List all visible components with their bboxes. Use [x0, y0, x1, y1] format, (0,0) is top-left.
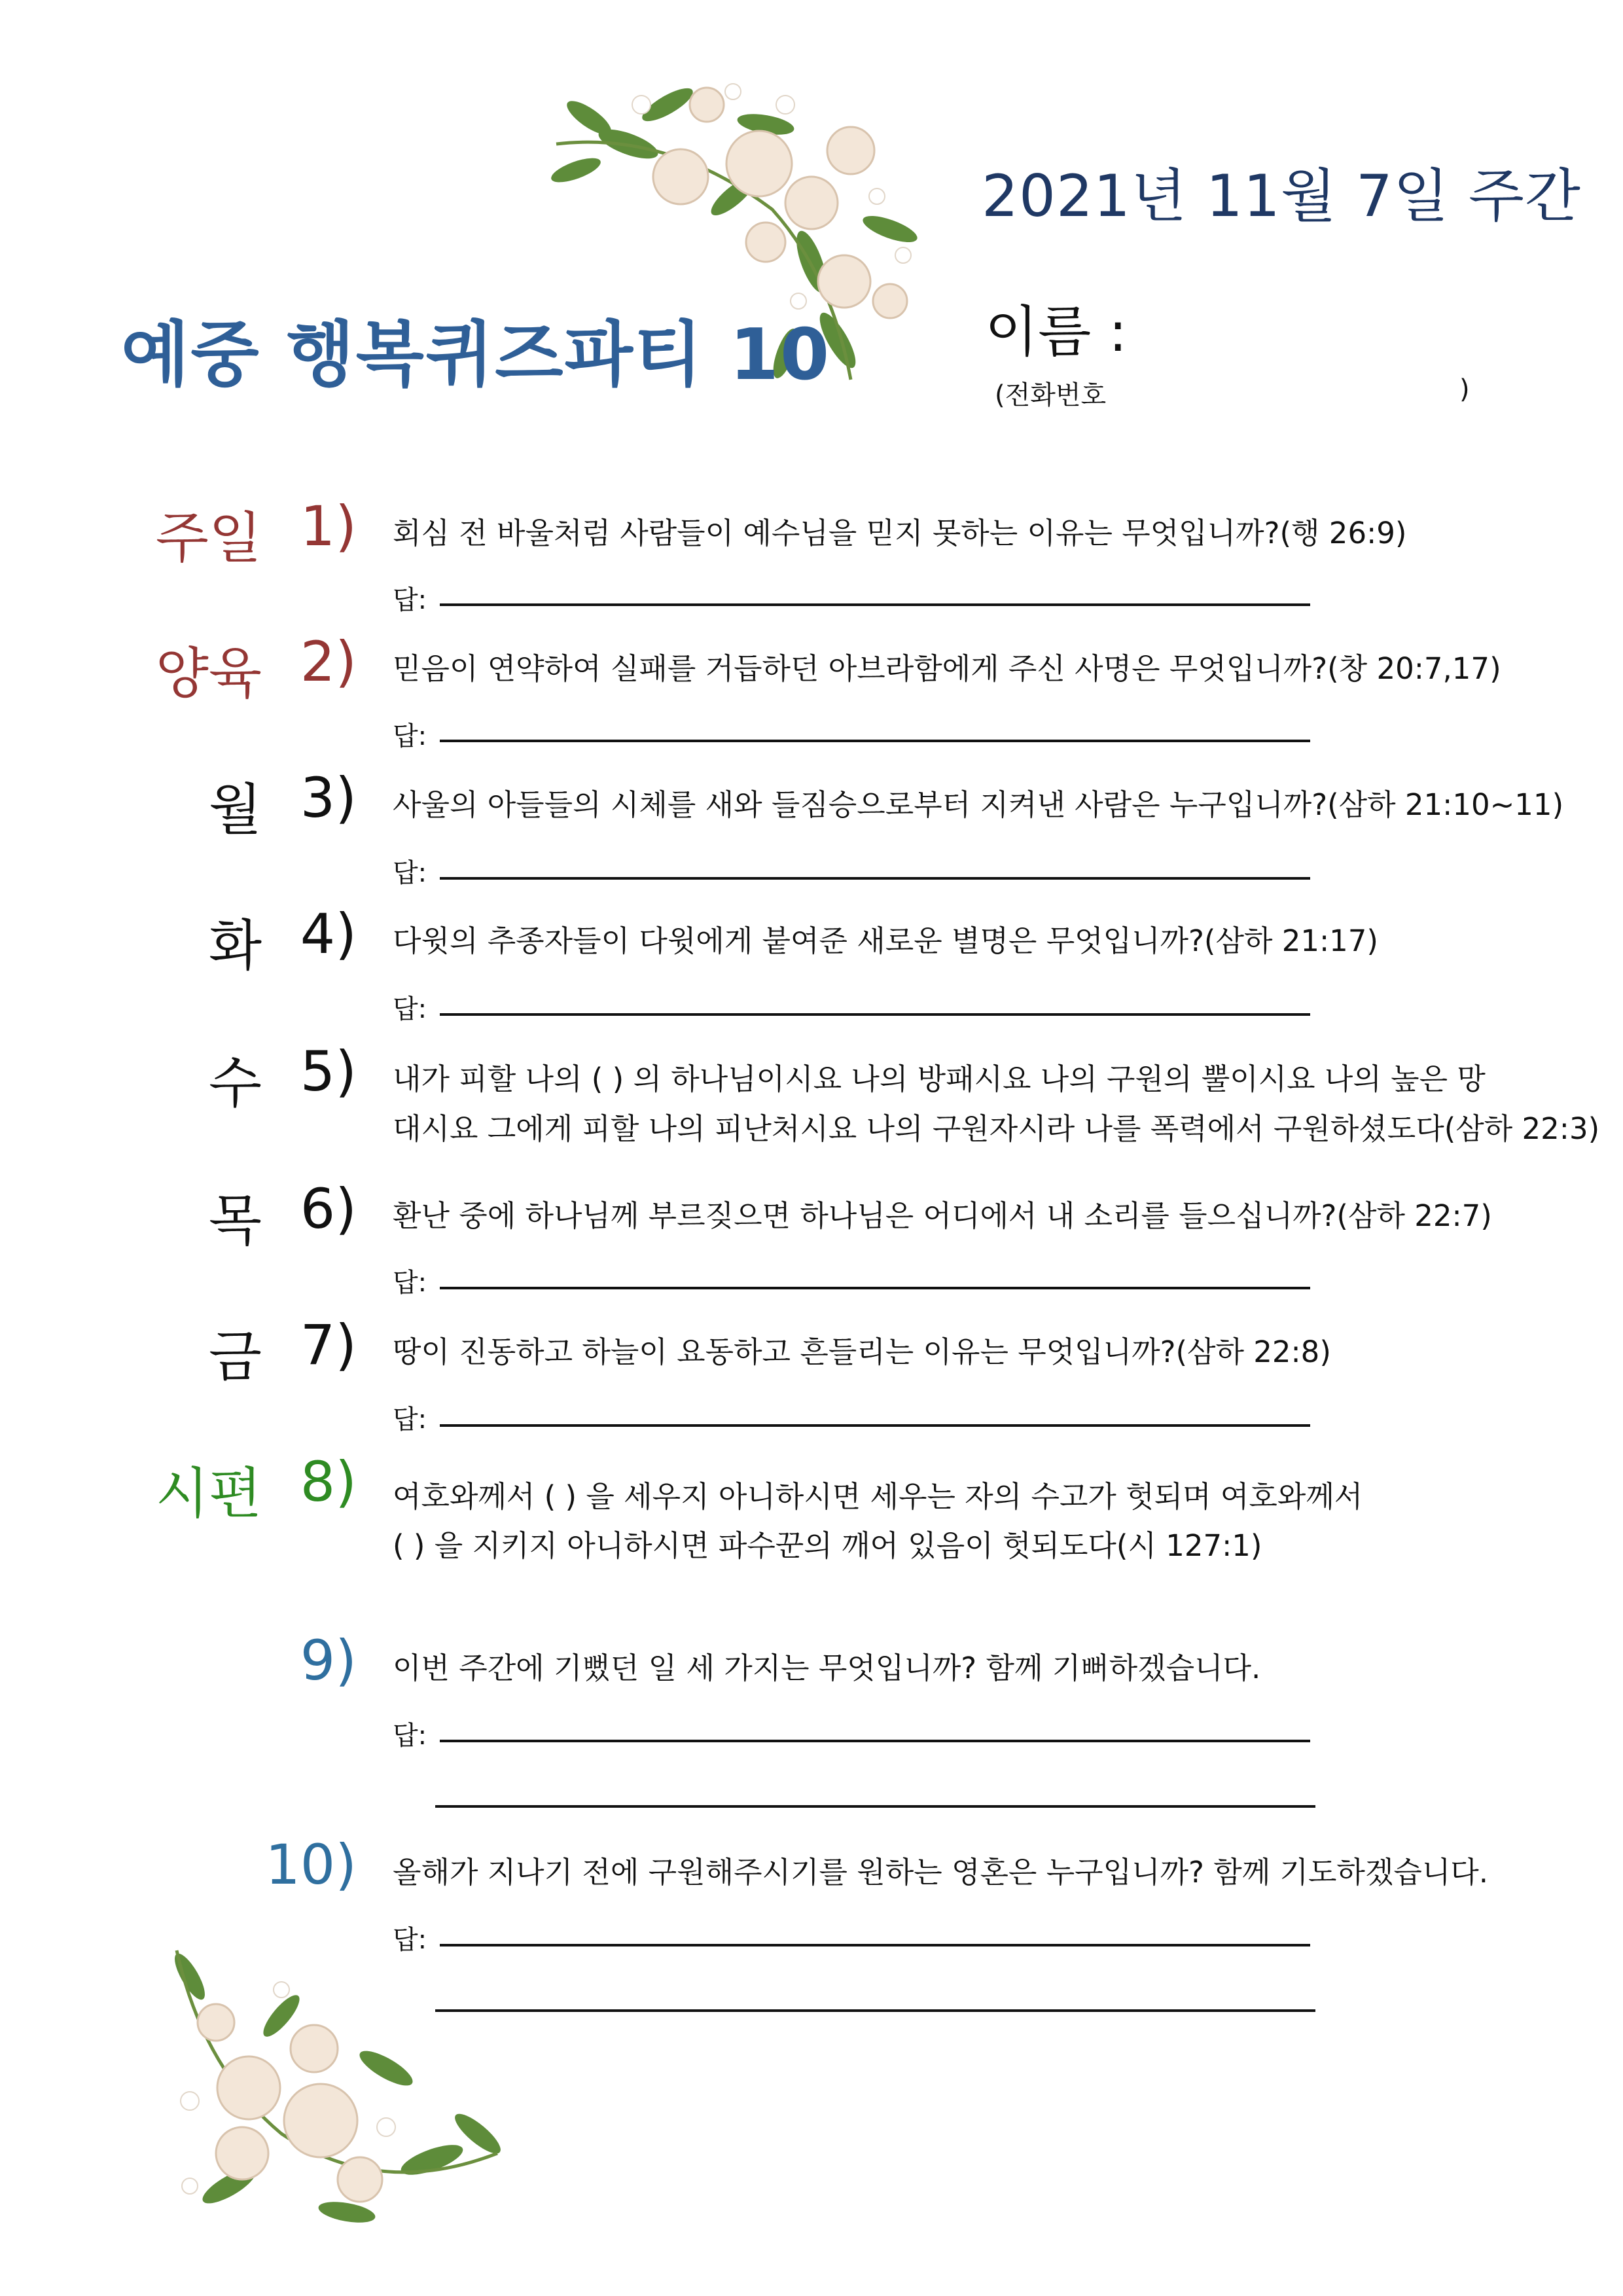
answer-line[interactable] — [440, 740, 1310, 742]
day-label: 수 — [208, 1051, 262, 1115]
question-text: 믿음이 연약하여 실패를 거듭하던 아브라함에게 주신 사명은 무엇입니까?(창 20:7,17) — [393, 651, 1501, 686]
question-number: 7) — [300, 1313, 357, 1377]
question-number: 1) — [300, 494, 357, 558]
answer-line[interactable] — [440, 1013, 1310, 1016]
answer-line-extra[interactable] — [435, 2009, 1315, 2012]
answer-line[interactable] — [440, 1944, 1310, 1946]
answer-label: 답: — [393, 585, 427, 615]
question-text-line2: ( ) 을 지키지 아니하시면 파수꾼의 깨어 있음이 헛되도다(시 127:1) — [393, 1528, 1262, 1563]
question-text: 올해가 지나기 전에 구원해주시기를 원하는 영혼은 누구입니까? 함께 기도하겠습니다. — [393, 1855, 1489, 1890]
answer-line[interactable] — [440, 1424, 1310, 1427]
answer-line[interactable] — [440, 603, 1310, 606]
answer-line[interactable] — [440, 1287, 1310, 1289]
question-number: 3) — [300, 766, 357, 830]
question-text: 다윗의 추종자들이 다윗에게 붙여준 새로운 별명은 무엇입니까?(삼하 21:17) — [393, 924, 1378, 958]
question-number: 10) — [265, 1833, 357, 1897]
answer-label: 답: — [393, 858, 427, 888]
question-number: 5) — [300, 1039, 357, 1103]
answer-label: 답: — [393, 1925, 427, 1955]
question-text-line2: 대시요 그에게 피할 나의 피난처시요 나의 구원자시라 나를 폭력에서 구원하셨도다(삼하 22:3) — [393, 1111, 1600, 1146]
question-number: 8) — [300, 1450, 357, 1514]
day-label: 시편 — [155, 1462, 262, 1526]
answer-label: 답: — [393, 1405, 427, 1435]
answer-label: 답: — [393, 1268, 427, 1298]
phone-label: (전화번호 — [995, 380, 1107, 410]
day-label: 화 — [208, 914, 262, 978]
question-number: 2) — [300, 630, 357, 694]
day-label: 목 — [208, 1189, 262, 1253]
question-text: 회심 전 바울처럼 사람들이 예수님을 믿지 못하는 이유는 무엇입니까?(행 26:9) — [393, 516, 1407, 550]
phone-close-paren: ) — [1459, 374, 1470, 404]
day-label: 금 — [208, 1325, 262, 1389]
quiz-title: 예중 행복퀴즈파티 10 — [121, 314, 831, 396]
question-number: 4) — [300, 902, 357, 966]
answer-label: 답: — [393, 721, 427, 751]
answer-label: 답: — [393, 1721, 427, 1751]
question-text: 환난 중에 하나님께 부르짖으면 하나님은 어디에서 내 소리를 들으십니까?(삼하 22:7) — [393, 1198, 1492, 1233]
answer-line-extra[interactable] — [435, 1805, 1315, 1808]
name-label: 이름 : — [985, 300, 1128, 364]
day-label: 양육 — [155, 641, 262, 706]
day-label: 주일 — [155, 506, 262, 570]
question-text: 이번 주간에 기뻤던 일 세 가지는 무엇입니까? 함께 기뻐하겠습니다. — [393, 1651, 1261, 1685]
question-text-line1: 내가 피할 나의 ( ) 의 하나님이시요 나의 방패시요 나의 구원의 뿔이시요 나의 높은 망 — [393, 1062, 1486, 1096]
day-label: 월 — [208, 778, 262, 842]
question-text: 땅이 진동하고 하늘이 요동하고 흔들리는 이유는 무엇입니까?(삼하 22:8) — [393, 1335, 1331, 1369]
answer-label: 답: — [393, 994, 427, 1024]
question-text: 사울의 아들들의 시체를 새와 들짐승으로부터 지켜낸 사람은 누구입니까?(삼하 21:10~11) — [393, 787, 1564, 822]
flower-decoration-bottom — [151, 1937, 517, 2238]
week-date: 2021년 11월 7일 주간 — [982, 162, 1581, 230]
answer-line[interactable] — [440, 1740, 1310, 1742]
answer-line[interactable] — [440, 877, 1310, 880]
question-number: 9) — [300, 1628, 357, 1693]
question-text-line1: 여호와께서 ( ) 을 세우지 아니하시면 세우는 자의 수고가 헛되며 여호와께서 — [393, 1479, 1363, 1514]
question-number: 6) — [300, 1177, 357, 1241]
